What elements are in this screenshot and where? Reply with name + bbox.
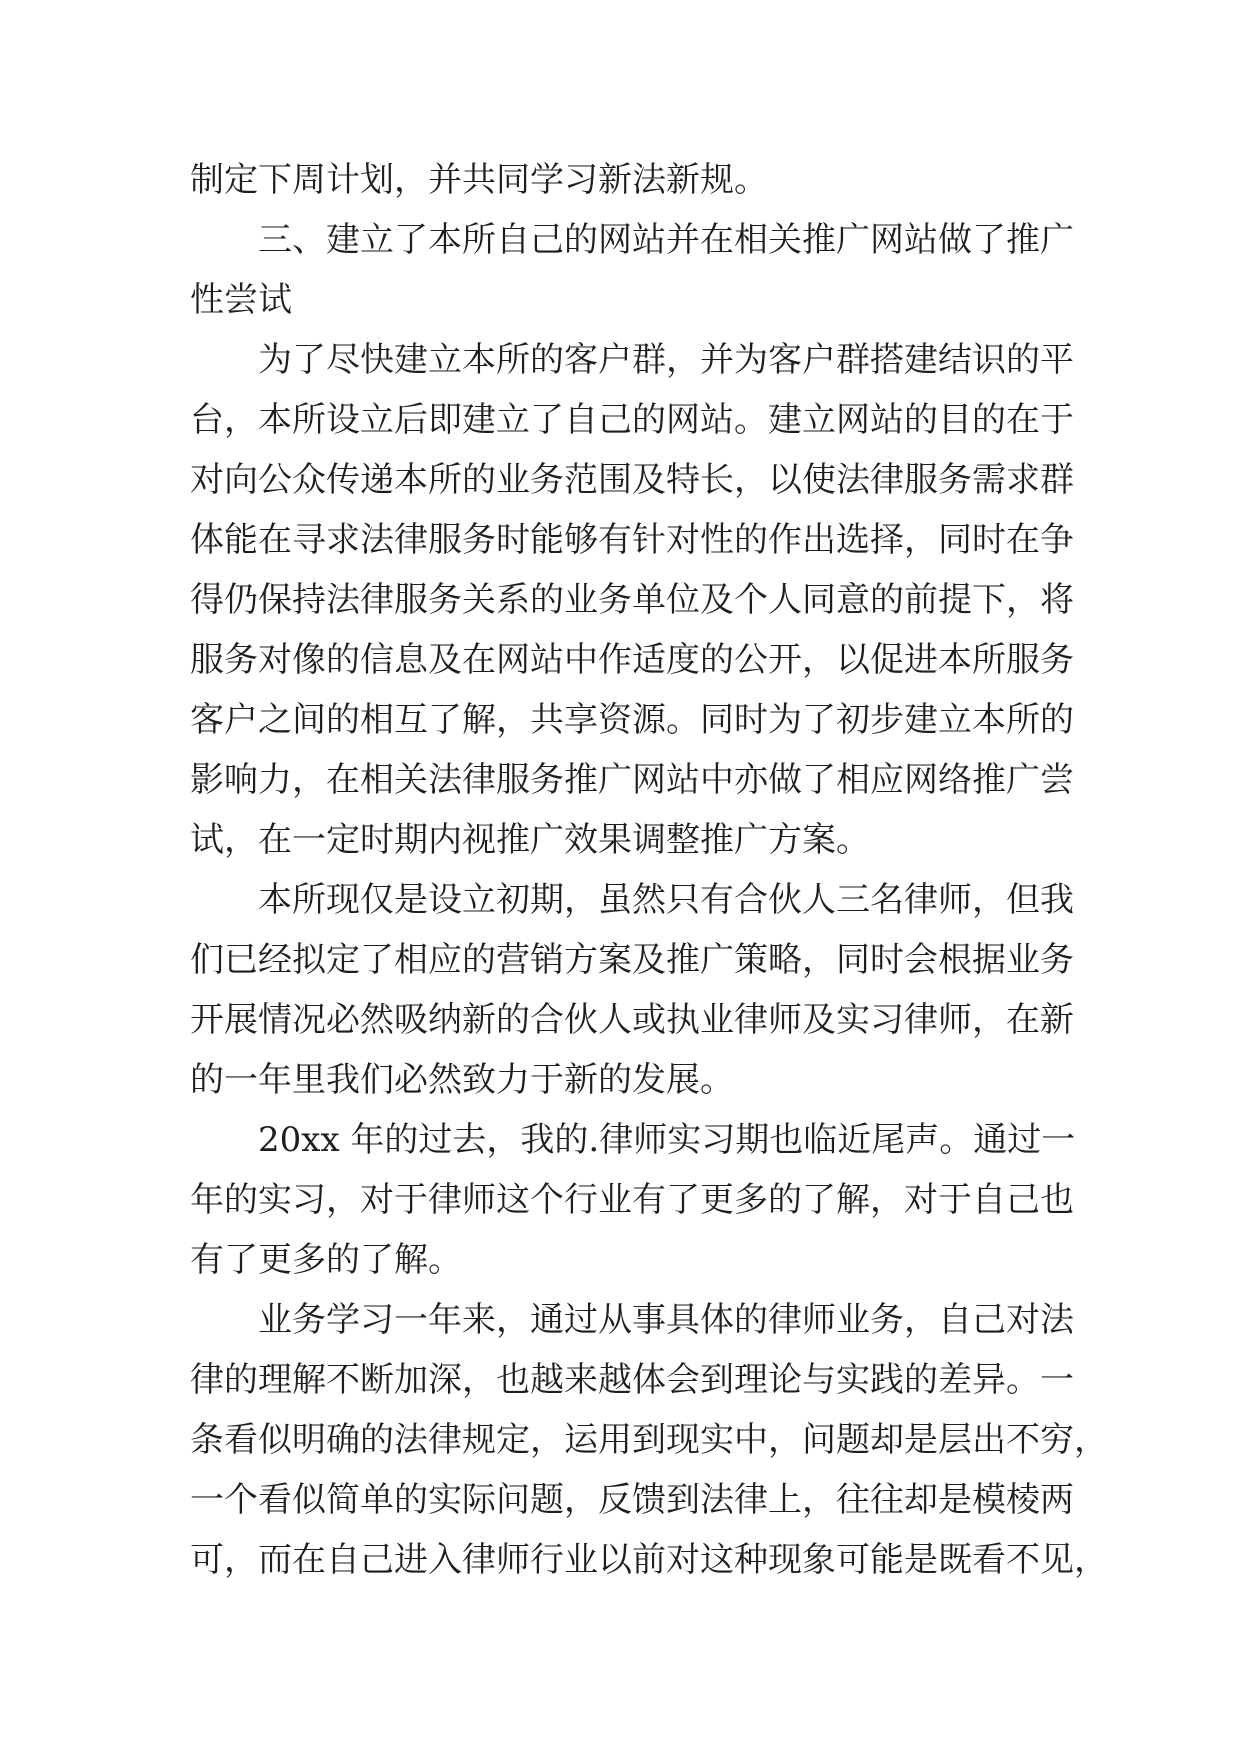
text-line: 对向公众传递本所的业务范围及特长，以使法律服务需求群 [190, 460, 1074, 500]
text-line: 业务学习一年来，通过从事具体的律师业务，自己对法 [258, 1300, 1074, 1340]
text-line: 客户之间的相互了解，共享资源。同时为了初步建立本所的 [190, 700, 1074, 740]
text-line: 开展情况必然吸纳新的合伙人或执业律师及实习律师，在新 [190, 1000, 1074, 1040]
body-text [190, 150, 1108, 1590]
text-line: 影响力，在相关法律服务推广网站中亦做了相应网络推广尝 [190, 760, 1074, 800]
text-line: 年的实习，对于律师这个行业有了更多的了解，对于自己也 [190, 1180, 1074, 1220]
text-line: 可，而在自己进入律师行业以前对这种现象可能是既看不见， [190, 1540, 1108, 1580]
text-line: 制定下周计划，并共同学习新法新规。 [190, 160, 768, 200]
section-heading-line: 性尝试 [190, 280, 292, 320]
text-line: 服务对像的信息及在网站中作适度的公开，以促进本所服务 [190, 640, 1074, 680]
section-heading-line: 三、建立了本所自己的网站并在相关推广网站做了推广 [258, 220, 1074, 260]
text-line: 律的理解不断加深，也越来越体会到理论与实践的差异。一 [190, 1360, 1074, 1400]
text-line: 的一年里我们必然致力于新的发展。 [190, 1060, 734, 1100]
text-line: 体能在寻求法律服务时能够有针对性的作出选择，同时在争 [190, 520, 1074, 560]
text-line: 一个看似简单的实际问题，反馈到法律上，往往却是模棱两 [190, 1480, 1074, 1520]
text-line: 试，在一定时期内视推广效果调整推广方案。 [190, 820, 870, 860]
text-line: 20xx 年的过去，我的.律师实习期也临近尾声。通过一 [258, 1120, 1076, 1160]
text-line: 有了更多的了解。 [190, 1240, 462, 1280]
text-line: 条看似明确的法律规定，运用到现实中，问题却是层出不穷， [190, 1420, 1108, 1460]
text-line: 为了尽快建立本所的客户群，并为客户群搭建结识的平 [258, 340, 1074, 380]
text-line: 台，本所设立后即建立了自己的网站。建立网站的目的在于 [190, 400, 1074, 440]
text-line: 得仍保持法律服务关系的业务单位及个人同意的前提下，将 [190, 580, 1074, 620]
text-line: 们已经拟定了相应的营销方案及推广策略，同时会根据业务 [190, 940, 1074, 980]
text-line: 本所现仅是设立初期，虽然只有合伙人三名律师，但我 [258, 880, 1074, 920]
